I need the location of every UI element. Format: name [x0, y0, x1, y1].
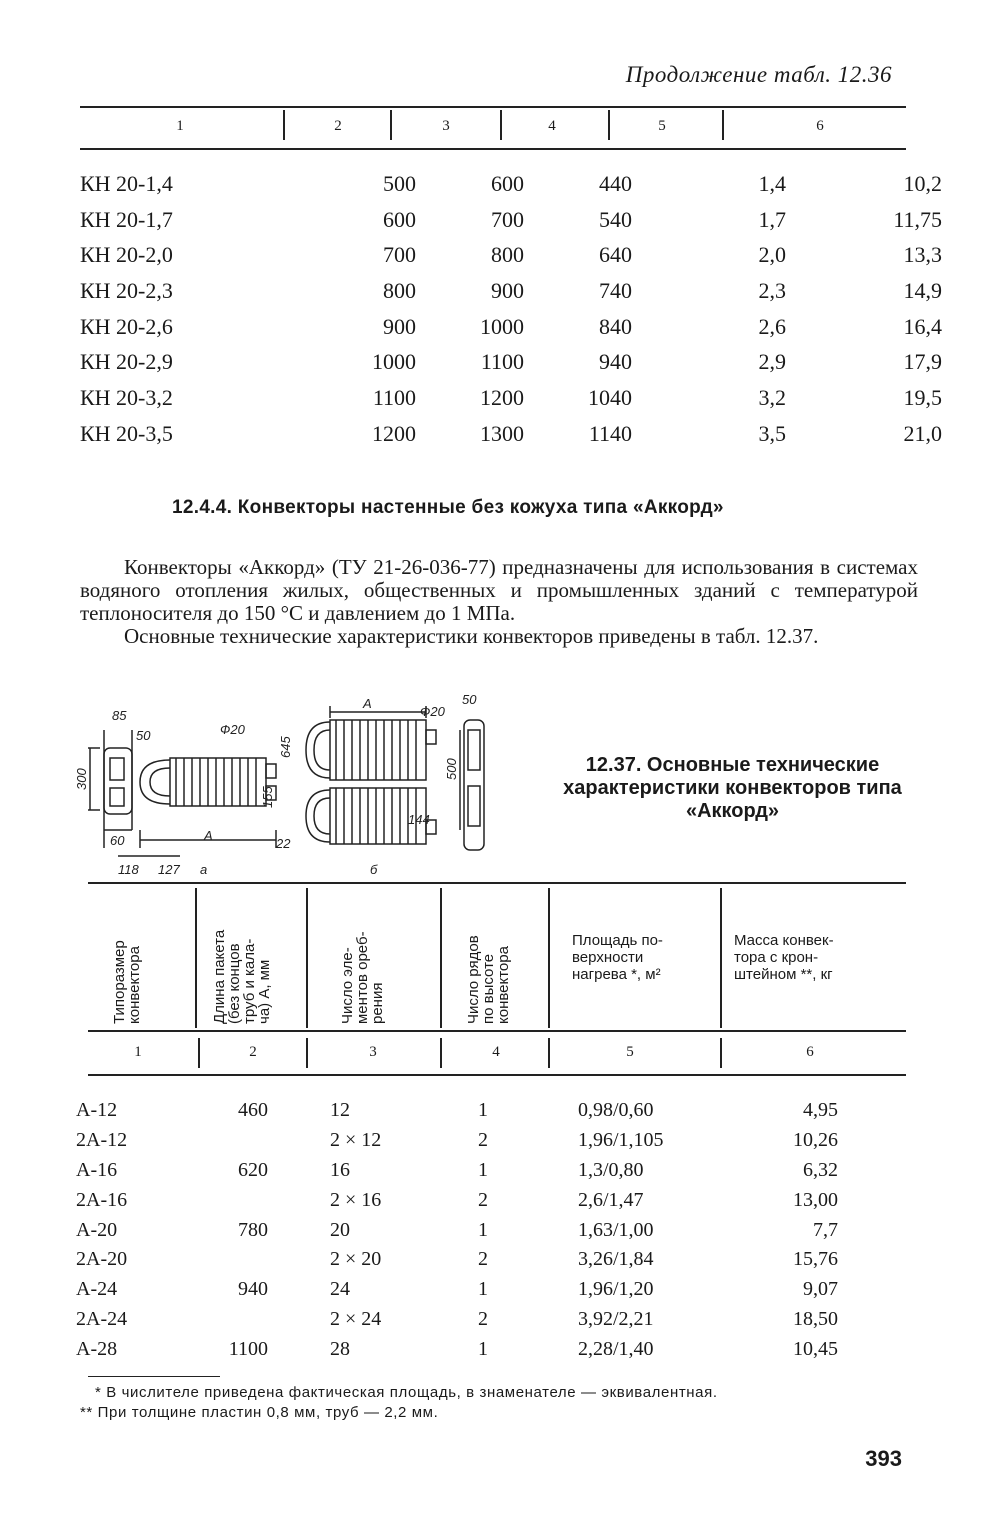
table-row: [76, 1245, 850, 1275]
cell: 3,5: [758, 420, 786, 446]
cell: 1,3/0,80: [578, 1158, 644, 1181]
cell: 10,2: [903, 170, 942, 196]
dim-22: 22: [276, 836, 291, 851]
dim-50-b: 50: [462, 692, 477, 707]
dim-60: 60: [110, 833, 125, 848]
table1-header-rule: [80, 148, 906, 150]
cell: 1200: [372, 420, 416, 446]
cell: 2 × 24: [330, 1307, 382, 1330]
cell: 11,75: [893, 206, 942, 232]
table1-colnum: 5: [658, 118, 666, 134]
view-a-element: [118, 758, 276, 856]
cell: 3,2: [758, 384, 786, 410]
cell: 1,7: [758, 206, 786, 232]
table-row: [76, 1275, 850, 1305]
table2: [76, 1096, 850, 1364]
cell: 20: [330, 1218, 350, 1241]
cell: 2,0: [758, 242, 786, 268]
cell: 1,4: [758, 170, 786, 196]
page-number: 393: [865, 1446, 902, 1471]
cell: 1000: [372, 349, 416, 375]
cell: 17,9: [903, 349, 942, 375]
cell: 9,07: [803, 1278, 838, 1301]
cell: 24: [330, 1278, 350, 1301]
table2-header-c5: Площадь по- верхности нагрева *, м²: [572, 932, 663, 983]
dim-500: 500: [444, 758, 459, 780]
footnote-rule: [88, 1376, 220, 1377]
cell: 19,5: [903, 384, 942, 410]
cell: 2,9: [758, 349, 786, 375]
cell: КН 20-1,7: [80, 206, 173, 232]
cell: 1100: [480, 349, 524, 375]
dim-phi20: Ф20: [220, 722, 245, 737]
table-row: [80, 416, 958, 452]
table2-colnum: 3: [369, 1044, 377, 1060]
table2-header-c6: Масса конвек- тора с крон- штейном **, кг: [734, 932, 834, 983]
dim-50: 50: [136, 728, 151, 743]
cell: 780: [238, 1218, 268, 1241]
table-row: [80, 202, 958, 238]
cell: 900: [491, 277, 524, 303]
cell: 10,26: [793, 1129, 838, 1152]
cell: 940: [238, 1278, 268, 1301]
table1-colnum: 6: [816, 118, 824, 134]
cell: [186, 1126, 268, 1156]
cell: 2,3: [758, 277, 786, 303]
cell: 1040: [588, 384, 632, 410]
table-row: [80, 380, 958, 416]
cell: 1100: [372, 384, 416, 410]
cell: 6,32: [803, 1158, 838, 1181]
dim-155: 155: [260, 786, 275, 808]
table-row: [76, 1096, 850, 1126]
table-row: [76, 1185, 850, 1215]
cell: КН 20-1,4: [80, 170, 173, 196]
cell: 2: [478, 1188, 488, 1211]
table1-colnum: 2: [334, 118, 342, 134]
cell: КН 20-2,6: [80, 313, 173, 339]
cell: 600: [383, 206, 416, 232]
cell: 4,95: [803, 1099, 838, 1122]
cell: 540: [599, 206, 632, 232]
cell: 13,00: [793, 1188, 838, 1211]
dim-85: 85: [112, 708, 127, 723]
cell: КН 20-3,5: [80, 420, 173, 446]
cell: 14,9: [903, 277, 942, 303]
table2-colnum: 1: [134, 1044, 142, 1060]
cell: [186, 1185, 268, 1215]
cell: 1: [478, 1099, 488, 1122]
dim-phi20-b: Ф20: [420, 704, 445, 719]
paragraph: Основные технические характеристики конвекторов приведены в табл. 12.37.: [124, 624, 819, 648]
cell: 2 × 20: [330, 1248, 382, 1271]
dim-645: 645: [278, 736, 293, 758]
table-row: [76, 1215, 850, 1245]
cell: 740: [599, 277, 632, 303]
cell: 640: [599, 242, 632, 268]
table2-colnum: 6: [806, 1044, 814, 1060]
table-row: [76, 1334, 850, 1364]
running-title: Продолжение табл. 12.36: [625, 62, 892, 87]
footnote: * В числителе приведена фактическая площадь, в знаменателе — эквивалентная.: [95, 1384, 718, 1401]
cell: 13,3: [903, 242, 942, 268]
cell: А-20: [76, 1218, 118, 1241]
dim-127: 127: [158, 862, 180, 877]
table1-colnum: 1: [176, 118, 184, 134]
cell: 28: [330, 1337, 350, 1360]
dim-a-length: A: [204, 828, 213, 843]
cell: А-12: [76, 1099, 118, 1122]
cell: 800: [491, 242, 524, 268]
cell: 21,0: [903, 420, 942, 446]
cell: 1: [478, 1218, 488, 1241]
cell: 1100: [228, 1337, 268, 1360]
table-row: [76, 1126, 850, 1156]
table2-colnum: 5: [626, 1044, 634, 1060]
table1-colnum: 3: [442, 118, 450, 134]
table2-header-c3: Число эле- ментов ореб- рения: [339, 931, 386, 1024]
cell: 1300: [480, 420, 524, 446]
cell: 2А-20: [76, 1248, 128, 1271]
table-row: [80, 344, 958, 380]
cell: КН 20-3,2: [80, 384, 173, 410]
table1: [80, 166, 958, 452]
table-row: [80, 166, 958, 202]
table2-header-rule: [88, 1030, 906, 1032]
label-view-b: б: [370, 862, 378, 877]
cell: КН 20-2,0: [80, 242, 173, 268]
cell: 940: [599, 349, 632, 375]
cell: 620: [238, 1158, 268, 1181]
cell: 440: [599, 170, 632, 196]
table1-colnum: 4: [548, 118, 556, 134]
table-row: [76, 1156, 850, 1186]
cell: 840: [599, 313, 632, 339]
section-title: 12.4.4. Конвекторы настенные без кожуха типа «Аккорд»: [172, 497, 724, 518]
table2-header-c2: Длина пакета (без концов труб и кала- ча) А, мм: [211, 929, 273, 1024]
cell: А-28: [76, 1337, 118, 1360]
table1-top-rule: [80, 106, 906, 108]
cell: 900: [383, 313, 416, 339]
cell: 700: [383, 242, 416, 268]
cell: 2А-12: [76, 1129, 128, 1152]
table2-header-c1: Типоразмер конвектора: [111, 940, 143, 1024]
cell: 1,96/1,105: [578, 1129, 664, 1152]
cell: 3,92/2,21: [578, 1307, 654, 1330]
cell: 2,6/1,47: [578, 1188, 644, 1211]
cell: 3,26/1,84: [578, 1248, 654, 1271]
cell: 2А-16: [76, 1188, 128, 1211]
cell: 1000: [480, 313, 524, 339]
cell: 2: [478, 1129, 488, 1152]
table2-title: 12.37. Основные технические характеристики конвекторов типа «Аккорд»: [563, 754, 902, 822]
cell: 600: [491, 170, 524, 196]
table-row: [80, 273, 958, 309]
cell: 460: [238, 1099, 268, 1122]
convector-drawing: [74, 690, 500, 880]
cell: 10,45: [793, 1337, 838, 1360]
cell: 1140: [588, 420, 632, 446]
cell: 2,6: [758, 313, 786, 339]
dim-a-length-b: A: [363, 696, 372, 711]
table-row: [80, 237, 958, 273]
cell: 2 × 16: [330, 1188, 382, 1211]
cell: 1: [478, 1337, 488, 1360]
cell: А-16: [76, 1158, 118, 1181]
cell: 7,7: [813, 1218, 838, 1241]
cell: 15,76: [793, 1248, 838, 1271]
cell: 16: [330, 1158, 350, 1181]
table1-header: [80, 110, 906, 144]
cell: 2: [478, 1248, 488, 1271]
cell: 1,63/1,00: [578, 1218, 654, 1241]
cell: 1: [478, 1158, 488, 1181]
cell: 2: [478, 1307, 488, 1330]
cell: КН 20-2,3: [80, 277, 173, 303]
footnote: ** При толщине пластин 0,8 мм, труб — 2,2 мм.: [80, 1404, 439, 1421]
label-view-a: а: [200, 862, 208, 877]
cell: 1: [478, 1278, 488, 1301]
cell: 2,28/1,40: [578, 1337, 654, 1360]
paragraph: Конвекторы «Аккорд» (ТУ 21-26-036-77) предназначены для использования в системах водяного отопления жилых, общественных и промышленных зданий с температурой теплоносителя до 150 °С и давлением до 1 МПа.: [80, 555, 918, 625]
table2-colnum: 4: [492, 1044, 500, 1060]
cell: 18,50: [793, 1307, 838, 1330]
table-row: [80, 309, 958, 345]
cell: 2 × 12: [330, 1129, 382, 1152]
cell: 700: [491, 206, 524, 232]
cell: [186, 1305, 268, 1335]
cell: 1,96/1,20: [578, 1278, 654, 1301]
cell: 2А-24: [76, 1307, 128, 1330]
cell: [186, 1245, 268, 1275]
cell: 800: [383, 277, 416, 303]
table-row: [76, 1305, 850, 1335]
cell: 0,98/0,60: [578, 1099, 654, 1122]
dim-118: 118: [118, 862, 139, 877]
table2-header-c4: Число рядов по высоте конвектора: [465, 935, 512, 1024]
cell: КН 20-2,9: [80, 349, 173, 375]
dim-144: 144: [408, 812, 430, 827]
dim-300: 300: [74, 768, 89, 790]
table2-colnum: 2: [249, 1044, 257, 1060]
cell: 1200: [480, 384, 524, 410]
cell: 12: [330, 1099, 350, 1122]
cell: 500: [383, 170, 416, 196]
cell: 16,4: [903, 313, 942, 339]
view-a-bracket: [88, 730, 132, 848]
table2-body-rule: [88, 1074, 906, 1076]
table2-colnums: [88, 1034, 906, 1070]
cell: А-24: [76, 1278, 118, 1301]
table2-top-rule: [88, 882, 906, 884]
